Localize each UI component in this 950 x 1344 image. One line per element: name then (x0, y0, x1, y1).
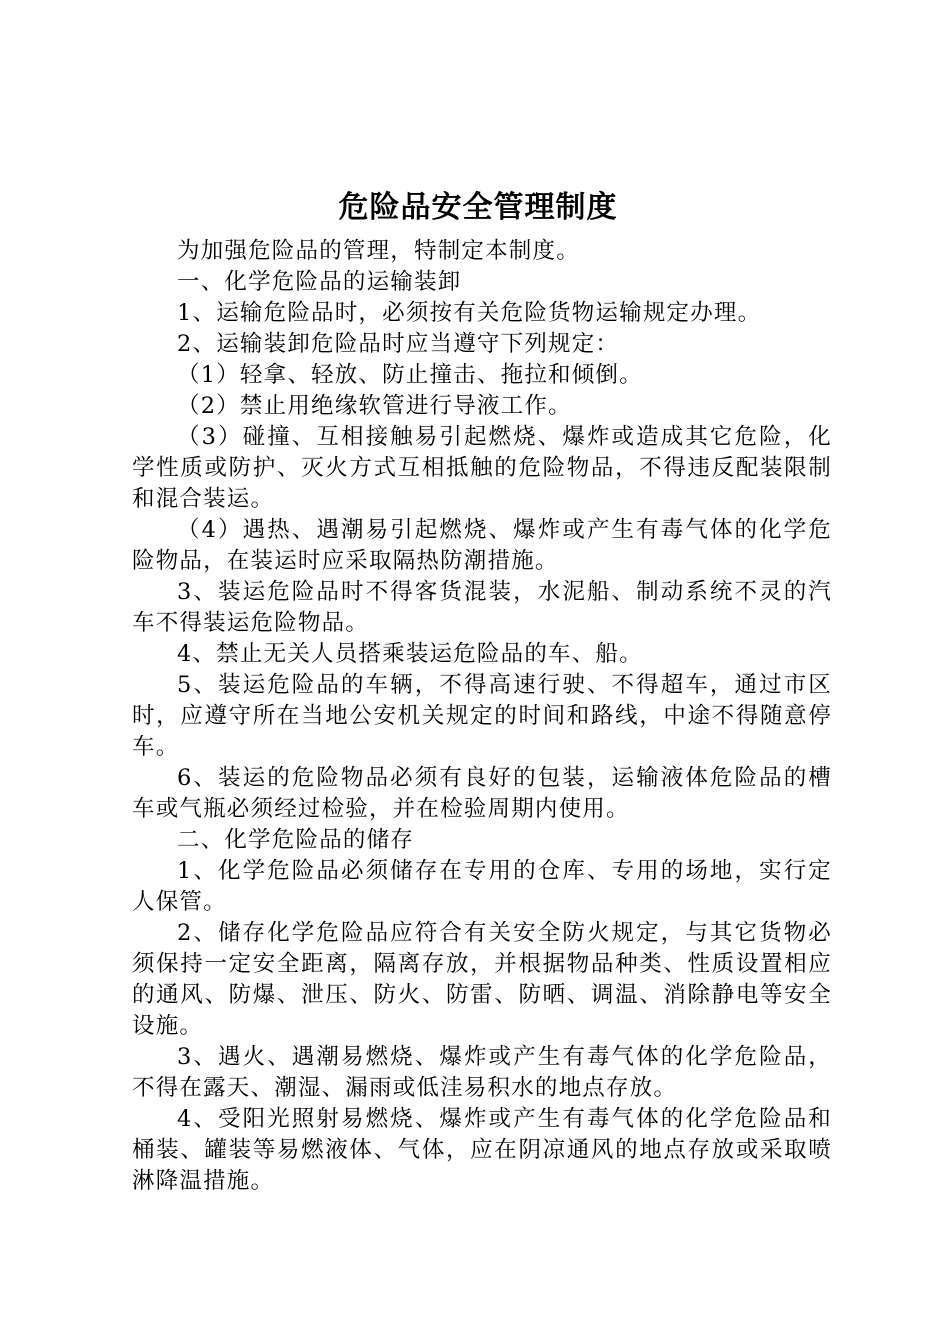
paragraph-intro: 为加强危险品的管理，特制定本制度。 (177, 238, 580, 264)
paragraph-rule-4: （4）遇热、遇潮易引起燃烧、爆炸或产生有毒气体的化学危险物品，在装运时应采取隔热防潮措施。 (132, 517, 832, 574)
paragraph-transport-6: 6、装运的危险物品必须有良好的包装，运输液体危险品的槽车或气瓶必须经过检验，并在检验周期内使用。 (132, 765, 832, 822)
paragraph-storage-2: 2、储存化学危险品应符合有关安全防火规定，与其它货物必须保持一定安全距离，隔离存放，并根据物品种类、性质设置相应的通风、防爆、泄压、防火、防雷、防晒、调温、消除静电等安全设施。 (132, 920, 832, 1039)
paragraph-storage-3: 3、遇火、遇潮易燃烧、爆炸或产生有毒气体的化学危险品，不得在露天、潮湿、漏雨或低洼易积水的地点存放。 (132, 1044, 832, 1101)
paragraph-storage-4: 4、受阳光照射易燃烧、爆炸或产生有毒气体的化学危险品和桶装、罐装等易燃液体、气体，应在阴凉通风的地点存放或采取喷淋降温措施。 (132, 1106, 832, 1194)
paragraph-rule-1: （1）轻拿、轻放、防止撞击、拖拉和倾倒。 (177, 362, 643, 388)
section-heading-transport: 一、化学危险品的运输装卸 (177, 269, 462, 295)
paragraph-transport-1: 1、运输危险品时，必须按有关危险货物运输规定办理。 (177, 300, 762, 326)
document-body (132, 236, 832, 1197)
paragraph-transport-2: 2、运输装卸危险品时应当遵守下列规定： (177, 331, 620, 357)
section-heading-storage: 二、化学危险品的储存 (177, 827, 415, 853)
paragraph-transport-5: 5、装运危险品的车辆，不得高速行驶、不得超车，通过市区时，应遵守所在当地公安机关规定的时间和路线，中途不得随意停车。 (132, 672, 832, 760)
paragraph-transport-4: 4、禁止无关人员搭乘装运危险品的车、船。 (177, 641, 643, 667)
paragraph-rule-3: （3）碰撞、互相接触易引起燃烧、爆炸或造成其它危险，化学性质或防护、灭火方式互相抵触的危险物品，不得违反配装限制和混合装运。 (132, 424, 832, 512)
paragraph-rule-2: （2）禁止用绝缘软管进行导液工作。 (177, 393, 572, 419)
paragraph-transport-3: 3、装运危险品时不得客货混装，水泥船、制动系统不灵的汽车不得装运危险物品。 (132, 579, 832, 636)
paragraph-storage-1: 1、化学危险品必须储存在专用的仓库、专用的场地，实行定人保管。 (132, 858, 832, 915)
document-title: 危险品安全管理制度 (338, 190, 618, 225)
